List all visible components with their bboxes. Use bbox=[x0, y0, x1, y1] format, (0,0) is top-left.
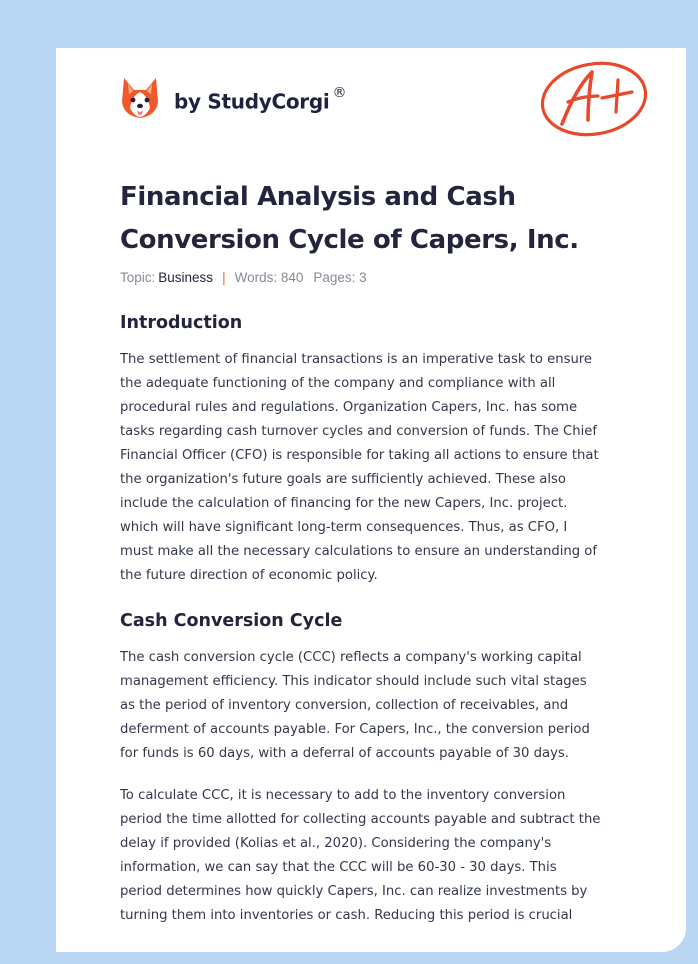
topic-link[interactable]: Business bbox=[158, 270, 214, 285]
corgi-dog-icon bbox=[120, 76, 160, 120]
section-heading-cash-conversion-cycle: Cash Conversion Cycle bbox=[120, 611, 343, 631]
brand-name[interactable]: by StudyCorgi ® bbox=[174, 84, 347, 114]
ccc-paragraph-1: The cash conversion cycle (CCC) reflects a company's working capital management efficiency. This indicator should include such vital stages as the period of inventory conversion, collection of receivables, and deferment of accounts payable. For Capers, Inc., the conversion period for funds is 60 days, with a deferral of accounts payable of 30 days. bbox=[120, 650, 590, 761]
document-body bbox=[120, 310, 640, 928]
introduction-paragraph: The settlement of financial transactions is an imperative task to ensure the adequate functioning of the company and compliance with all procedural rules and regulations. Organization Capers, Inc. has some tasks regarding cash turnover cycles and conversion of funds. The Chief Financial Officer (CFO) is responsible for taking all actions to ensure that the organization's future goals are sufficiently achieved. These also include the calculation of financing for the new Capers, Inc. project. which will have significant long-term consequences. Thus, as CFO, I must make all the necessary calculations to ensure an understanding of the future direction of economic policy. bbox=[120, 352, 599, 583]
document-meta bbox=[120, 270, 367, 285]
document-title: Financial Analysis and Cash Conversion Cycle of Capers, Inc. bbox=[120, 182, 579, 255]
page-count: Pages: 3 bbox=[313, 270, 367, 285]
brand-header bbox=[120, 76, 346, 120]
ccc-paragraph-2: To calculate CCC, it is necessary to add to the inventory conversion period the time allotted for collecting accounts payable and subtract the delay if provided (Kolias et al., 2020). Considering the company's information, we can say that the CCC will be 60-30 - 30 days. This period determines how quickly Capers, Inc. can realize investments by turning them into inventories or cash. Reducing this period is crucial bbox=[120, 788, 601, 923]
document-page bbox=[56, 48, 686, 952]
word-count: Words: 840 bbox=[234, 270, 304, 285]
registered-mark: ® bbox=[332, 84, 347, 101]
grade-a-plus-badge bbox=[538, 58, 650, 140]
meta-separator: | bbox=[222, 270, 226, 285]
section-heading-introduction: Introduction bbox=[120, 313, 243, 333]
topic-label: Topic: bbox=[120, 270, 156, 285]
